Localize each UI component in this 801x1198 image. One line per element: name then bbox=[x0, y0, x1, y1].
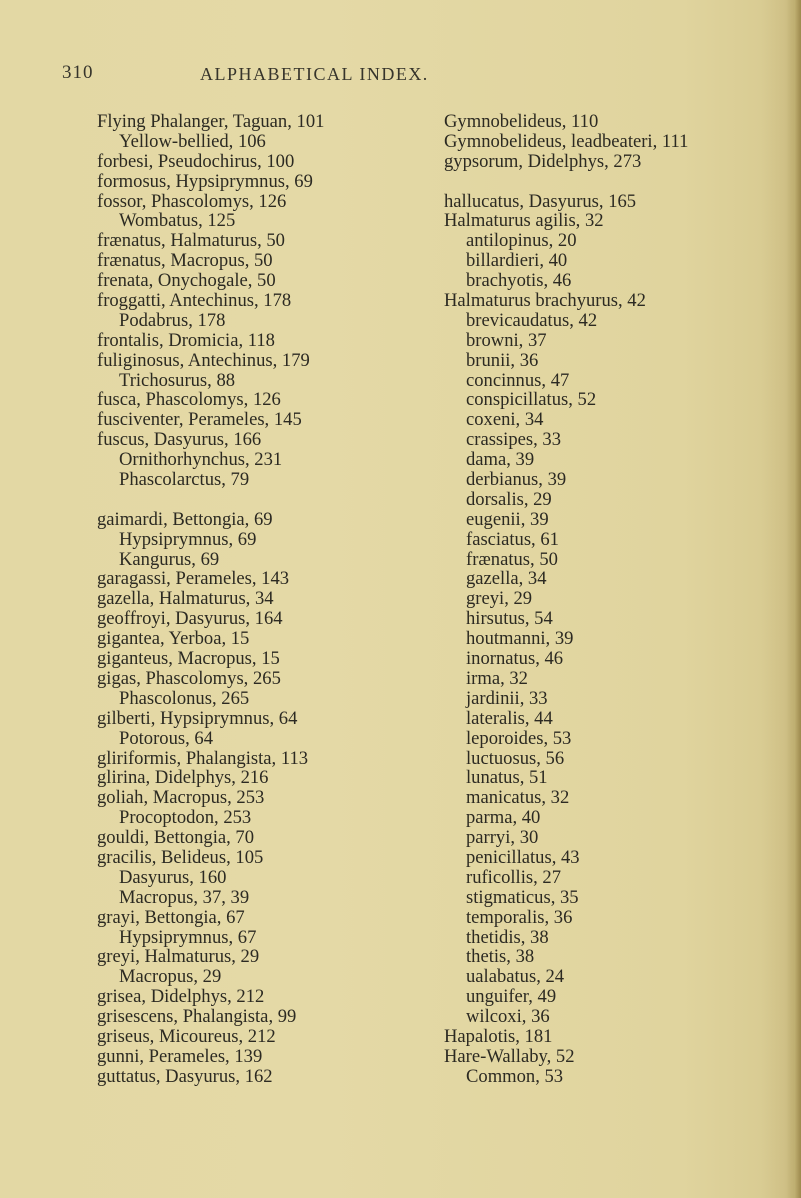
index-subentry: Wombatus, 125 bbox=[119, 210, 236, 232]
index-subentry: dama, 39 bbox=[466, 449, 535, 471]
index-entry: fuscus, Dasyurus, 166 bbox=[97, 429, 262, 451]
index-entry: gracilis, Belideus, 105 bbox=[97, 846, 264, 868]
index-entry: fusca, Phascolomys, 126 bbox=[97, 389, 281, 411]
index-entry: gaimardi, Bettongia, 69 bbox=[97, 508, 273, 530]
index-subentry: Trichosurus, 88 bbox=[119, 369, 236, 391]
index-subentry: manicatus, 32 bbox=[466, 787, 570, 809]
index-subentry: crassipes, 33 bbox=[466, 429, 562, 451]
index-entry: greyi, Halmaturus, 29 bbox=[97, 946, 260, 968]
index-subentry: antilopinus, 20 bbox=[466, 230, 577, 252]
index-subentry: houtmanni, 39 bbox=[466, 628, 574, 650]
index-subentry: ruficollis, 27 bbox=[466, 866, 562, 888]
index-entry: Hapalotis, 181 bbox=[444, 1025, 553, 1047]
index-subentry: thetidis, 38 bbox=[466, 926, 549, 948]
index-subentry: fasciatus, 61 bbox=[466, 528, 559, 550]
index-entry: Halmaturus brachyurus, 42 bbox=[444, 290, 646, 312]
index-subentry: Phascolarctus, 79 bbox=[119, 469, 250, 491]
index-subentry: brachyotis, 46 bbox=[466, 270, 572, 292]
index-entry: gigantea, Yerboa, 15 bbox=[97, 628, 250, 650]
index-subentry: irma, 32 bbox=[466, 667, 528, 689]
index-subentry: temporalis, 36 bbox=[466, 906, 573, 928]
index-entry: gypsorum, Didelphys, 273 bbox=[444, 150, 642, 172]
index-subentry: hirsutus, 54 bbox=[466, 608, 553, 630]
index-entry: guttatus, Dasyurus, 162 bbox=[97, 1065, 273, 1087]
index-subentry: frænatus, 50 bbox=[466, 548, 558, 570]
index-subentry: coxeni, 34 bbox=[466, 409, 544, 431]
index-subentry: Common, 53 bbox=[466, 1065, 564, 1087]
index-subentry: thetis, 38 bbox=[466, 946, 535, 968]
index-entry: Gymnobelideus, 110 bbox=[444, 111, 599, 132]
index-subentry: unguifer, 49 bbox=[466, 986, 557, 1008]
index-subentry: wilcoxi, 36 bbox=[466, 1006, 550, 1028]
index-entry: formosus, Hypsiprymnus, 69 bbox=[97, 170, 313, 192]
index-subentry: browni, 37 bbox=[466, 329, 547, 351]
index-entry: grisescens, Phalangista, 99 bbox=[97, 1006, 297, 1028]
index-subentry: parma, 40 bbox=[466, 807, 541, 829]
index-entry: gouldi, Bettongia, 70 bbox=[97, 827, 255, 849]
index-subentry: leporoides, 53 bbox=[466, 727, 572, 749]
index-subentry: lateralis, 44 bbox=[466, 707, 553, 729]
index-entry: hallucatus, Dasyurus, 165 bbox=[444, 190, 637, 212]
index-subentry: lunatus, 51 bbox=[466, 767, 548, 789]
index-subentry: derbianus, 39 bbox=[466, 469, 567, 491]
index-subentry: brunii, 36 bbox=[466, 349, 539, 371]
index-entry: Gymnobelideus, leadbeateri, 111 bbox=[444, 130, 689, 152]
index-subentry: Hypsiprymnus, 67 bbox=[119, 926, 257, 948]
index-subentry: Dasyurus, 160 bbox=[119, 866, 227, 888]
index-subentry: stigmaticus, 35 bbox=[466, 886, 579, 908]
index-entry: frænatus, Halmaturus, 50 bbox=[97, 230, 285, 252]
index-subentry: Phascolonus, 265 bbox=[119, 687, 250, 709]
index-subentry: dorsalis, 29 bbox=[466, 488, 552, 510]
index-entry: geoffroyi, Dasyurus, 164 bbox=[97, 608, 283, 630]
index-subentry: eugenii, 39 bbox=[466, 508, 549, 530]
index-subentry: greyi, 29 bbox=[466, 588, 533, 610]
index-entry: gilberti, Hypsiprymnus, 64 bbox=[97, 707, 298, 729]
index-entry: giganteus, Macropus, 15 bbox=[97, 648, 280, 670]
index-entry: Hare-Wallaby, 52 bbox=[444, 1045, 575, 1067]
index-entry: gunni, Perameles, 139 bbox=[97, 1045, 263, 1067]
index-entry: Halmaturus agilis, 32 bbox=[444, 210, 604, 232]
index-subentry: luctuosus, 56 bbox=[466, 747, 565, 769]
index-subentry: penicillatus, 43 bbox=[466, 846, 580, 868]
index-subentry: brevicaudatus, 42 bbox=[466, 309, 598, 331]
index-subentry: Yellow-bellied, 106 bbox=[119, 130, 266, 152]
index-subentry: Potorous, 64 bbox=[119, 727, 214, 749]
index-entry: froggatti, Antechinus, 178 bbox=[97, 290, 292, 312]
index-subentry: Podabrus, 178 bbox=[119, 309, 226, 331]
index-subentry: Hypsiprymnus, 69 bbox=[119, 528, 257, 550]
index-entry: fusciventer, Perameles, 145 bbox=[97, 409, 302, 431]
page-number: 310 bbox=[62, 62, 94, 83]
page-title: ALPHABETICAL INDEX. bbox=[200, 64, 429, 84]
index-entry: fossor, Phascolomys, 126 bbox=[97, 190, 287, 212]
index-subentry: Procoptodon, 253 bbox=[119, 807, 252, 829]
index-subentry: ualabatus, 24 bbox=[466, 966, 565, 988]
index-entry: goliah, Macropus, 253 bbox=[97, 787, 265, 809]
index-subentry: parryi, 30 bbox=[466, 827, 539, 849]
index-subentry: jardinii, 33 bbox=[466, 687, 548, 709]
index-subentry: conspicillatus, 52 bbox=[466, 389, 597, 411]
index-entry: glirina, Didelphys, 216 bbox=[97, 767, 269, 789]
running-header bbox=[0, 62, 801, 92]
index-entry: frontalis, Dromicia, 118 bbox=[97, 329, 275, 351]
page-edge-shadow bbox=[787, 0, 801, 1198]
index-subentry: concinnus, 47 bbox=[466, 369, 570, 391]
index-subentry: Kangurus, 69 bbox=[119, 548, 220, 570]
index-subentry: Macropus, 29 bbox=[119, 966, 222, 988]
index-entry: gliriformis, Phalangista, 113 bbox=[97, 747, 309, 769]
index-column-right bbox=[444, 112, 764, 1087]
index-entry: gigas, Phascolomys, 265 bbox=[97, 667, 281, 689]
index-entry: gazella, Halmaturus, 34 bbox=[97, 588, 274, 610]
index-subentry: inornatus, 46 bbox=[466, 648, 564, 670]
index-entry: fuliginosus, Antechinus, 179 bbox=[97, 349, 310, 371]
index-entry: grisea, Didelphys, 212 bbox=[97, 986, 265, 1008]
index-column-left bbox=[97, 112, 437, 1087]
index-subentry: Macropus, 37, 39 bbox=[119, 886, 250, 908]
index-entry: frenata, Onychogale, 50 bbox=[97, 270, 276, 292]
index-subentry: gazella, 34 bbox=[466, 568, 547, 590]
index-subentry: billardieri, 40 bbox=[466, 250, 568, 272]
index-entry: grayi, Bettongia, 67 bbox=[97, 906, 245, 928]
index-entry: frænatus, Macropus, 50 bbox=[97, 250, 273, 272]
index-entry: garagassi, Perameles, 143 bbox=[97, 568, 290, 590]
index-entry: forbesi, Pseudochirus, 100 bbox=[97, 150, 295, 172]
index-entry: griseus, Micoureus, 212 bbox=[97, 1025, 276, 1047]
index-subentry: Ornithorhynchus, 231 bbox=[119, 449, 283, 471]
index-entry: Flying Phalanger, Taguan, 101 bbox=[97, 111, 325, 132]
